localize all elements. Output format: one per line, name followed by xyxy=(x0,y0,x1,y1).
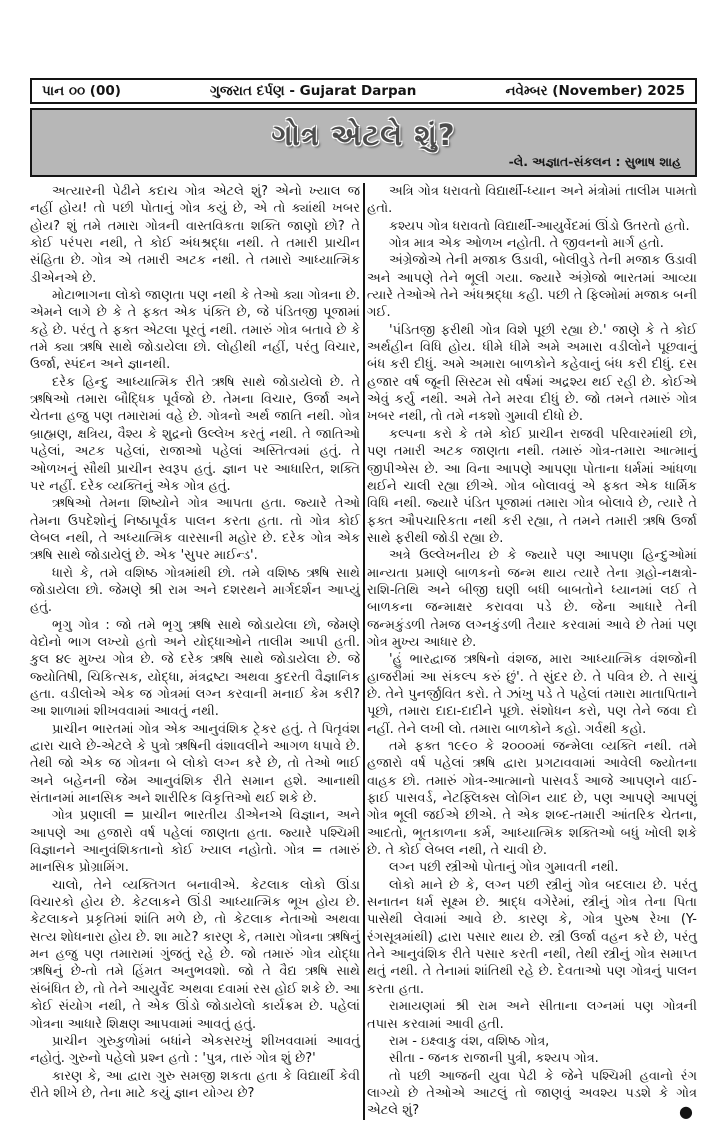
paragraph: દરેક હિન્દુ આધ્યાત્મિક રીતે ઋષિ સાથે જોડાયેલો છે. તે ઋષિઓ તમારા બૌદ્ધિક પૂર્વજો છે. તેમના વિચાર, ઉર્જા અને ચેતના હજુ પણ તમારામાં વહે છે. ગોત્રનો અર્થ જાતિ નથી. ગોત્ર બ્રાહ્મણ, ક્ષત્રિય, વૈશ્ય કે શુદ્રનો ઉલ્લેખ કરતું નથી. તે જાતિઓ પહેલાં, અટક પહેલાં, રાજાઓ પહેલાં અસ્તિત્વમાં હતું. તે ઓળખનું સૌથી પ્રાચીન સ્વરૂપ હતું. જ્ઞાન પર આધારિત, શક્તિ પર નહીં. દરેક વ્યક્તિનું એક ગોત્ર હતું. xyxy=(30,374,360,494)
paragraph: ગોત્ર પ્રણાલી = પ્રાચીન ભારતીય ડીએનએ વિજ્ઞાન, અને આપણે આ હજારો વર્ષ પહેલાં જાણતા હતા. જ્યારે પશ્ચિમી વિજ્ઞાનને આનુવંશિકતાનો કોઈ ખ્યાલ નહોતો. ગોત્ર = તમારું માનસિક પ્રોગ્રામિંગ. xyxy=(30,808,360,876)
issue-date: નવેમ્બર (November) 2025 xyxy=(505,83,685,99)
article-end-mark: ● xyxy=(679,1101,693,1121)
paragraph: ધારો કે, તમે વશિષ્ઠ ગોત્રમાંથી છો. તમે વશિષ્ઠ ઋષિ સાથે જોડાયેલા છો. જેમણે શ્રી રામ અને દશરથને માર્ગદર્શન આપ્યું હતું. xyxy=(30,565,360,616)
paragraph: રામ - ઇક્ષ્વાકુ વંશ, વશિષ્ઠ ગોત્ર, xyxy=(389,1033,550,1049)
paragraph: પ્રાચીન ભારતમાં ગોત્ર એક આનુવંશિક ટ્રેકર હતું. તે પિતૃવંશ દ્વારા ચાલે છે-એટલે કે પુત્રો ઋષિની વંશાવલીને આગળ ધપાવે છે. તેથી જો એક જ ગોત્રના બે લોકો લગ્ન કરે છે, તો તેઓ ભાઈ અને બહેનની જેમ આનુવંશિક રીતે સમાન હશે. આનાથી સંતાનમાં માનસિક અને શારીરિક વિકૃત્તિઓ થઈ શકે છે. xyxy=(30,721,360,807)
page-number-label: પાન ૦૦ (00) xyxy=(42,83,121,99)
paragraph: કારણ કે, આ દ્વારા ગુરુ સમજી શકતા હતા કે વિદ્યાર્થી કેવી રીતે શીખે છે, તેના માટે કયું જ્ઞાન યોગ્ય છે? xyxy=(30,1068,360,1101)
paragraph: અત્રિ ગોત્ર ધરાવતો વિદ્યાર્થી-ધ્યાન અને મંત્રોમાં તાલીમ પામતો હતો. xyxy=(367,184,697,217)
header-bar xyxy=(30,78,697,104)
paragraph: ભૃગુ ગોત્ર : જો તમે ભૃગુ ઋષિ સાથે જોડાયેલા છો, જેમણે વેદોનો ભાગ લખ્યો હતો અને યોદ્ધાઓને તાલીમ આપી હતી. કુલ ૪૯ મુખ્ય ગોત્ર છે. જે દરેક ઋષિ સાથે જોડાયેલા છે. જે જ્યોતિષી, ચિકિત્સક, યોદ્ધા, મંત્રદ્રષ્ટા અથવા કુદરતી વૈજ્ઞાનિક હતા. વડીલોએ એક જ ગોત્રમાં લગ્ન કરવાની મનાઈ કેમ કરી? આ શાળામાં શીખવવામાં આવતું નથી. xyxy=(30,617,360,720)
paragraph: તો પછી આજની યુવા પેઢી કે જેને પશ્ચિમી હવાનો રંગ લાગ્યો છે તેઓએ આટલું તો જાણવું અવશ્ય પડશે કે ગોત્ર એટલે શું? xyxy=(367,1068,697,1119)
paragraph: રામાયણમાં શ્રી રામ અને સીતાના લગ્નમાં પણ ગોત્રની તપાસ કરવામાં આવી હતી. xyxy=(367,999,697,1032)
right-column xyxy=(367,183,697,1120)
masthead: ગુજરાત દર્પણ - Gujarat Darpan xyxy=(210,83,417,99)
paragraph: લગ્ન પછી સ્ત્રીઓ પોતાનું ગોત્ર ગુમાવતી નથી. xyxy=(389,860,619,876)
paragraph: તમે ફક્ત ૧૯૯૦ કે ૨૦૦૦માં જન્મેલા વ્યક્તિ નથી. તમે હજારો વર્ષ પહેલાં ઋષિ દ્વારા પ્રગટાવવામાં આવેલી જ્યોતના વાહક છો. તમારું ગોત્ર-આત્માનો પાસવર્ડ આજે આપણને વાઈ-ફાઈ પાસવર્ડ, નેટફ્લિક્સ લોગિન યાદ છે, પણ આપણે આપણું ગોત્ર ભૂલી જઈએ છીએ. તે એક શબ્દ-તમારી આંતરિક ચેતના, આદતો, ભૂતકાળના કર્મ, આધ્યાત્મિક શક્તિઓ બધું ખોલી શકે છે. તે કોઈ લેબલ નથી, તે ચાવી છે. xyxy=(367,739,697,859)
paragraph: 'પંડિતજી ફરીથી ગોત્ર વિશે પૂછી રહ્યા છે.' જાણે કે તે કોઈ અર્થહીન વિધિ હોય. ધીમે ધીમે અમે અમારા વડીલોને પૂછવાનું બંધ કરી દીધું. અમે અમારા બાળકોને કહેવાનું બંધ કરી દીધું. દસ હજાર વર્ષ જૂની સિસ્ટમ સો વર્ષમાં અદ્રશ્ય થઈ રહી છે. કોઈએ એવું કર્યુ નથી. અમે તેને મરવા દીધું છે. જો તમને તમારું ગોત્ર ખબર નથી, તો તમે નકશો ગુમાવી દીધો છે. xyxy=(367,322,697,425)
paragraph: મોટાભાગના લોકો જાણતા પણ નથી કે તેઓ ક્યા ગોત્રના છે. એમને લાગે છે કે તે ફક્ત એક પંક્તિ છે, જે પંડિતજી પૂજામાં કહે છે. પરંતુ તે ફક્ત એટલા પૂરતું નથી. તમારું ગોત્ર બતાવે છે કે તમે ક્યા ઋષિ સાથે જોડાયેલા છો. લોહીથી નહીં, પરંતુ વિચાર, ઉર્જા, સ્પંદન અને જ્ઞાનથી. xyxy=(30,288,360,373)
paragraph: અત્રે ઉલ્લેખનીય છે કે જ્યારે પણ આપણા હિન્દુઓમાં માન્યતા પ્રમાણે બાળકનો જન્મ થાય ત્યારે તેના ગ્રહો-નક્ષત્રો-રાશિ-તિથિ અને બીજી ઘણી બધી બાબતોને ધ્યાનમાં લઈ તે બાળકના જન્માક્ષર કરાવવા પડે છે. જેના આધારે તેની જન્મકુંડળી તેમજ લગ્નકુંડળી તૈયાર કરવામાં આવે છે તેમાં પણ ગોત્ર મુખ્ય આધાર છે. xyxy=(367,548,697,650)
left-column xyxy=(30,183,360,1120)
paragraph: કશ્યપ ગોત્ર ધરાવતો વિદ્યાર્થી-આયુર્વેદમાં ઊંડો ઉતરતો હતો. xyxy=(389,218,690,234)
article-title-band xyxy=(30,108,697,177)
right-column-paragraphs xyxy=(367,183,697,1120)
paragraph: પ્રાચીન ગુરુકુળોમાં બધાંને એકસરખું શીખવવામાં આવતું નહોતું. ગુરુનો પહેલો પ્રશ્ન હતો : 'પુત્ર, તારું ગોત્ર શું છે?' xyxy=(30,1033,360,1067)
paragraph: 'હું ભારદ્વાજ ઋષિનો વંશજ, મારા આધ્યાત્મિક વંશજોની હાજરીમાં આ સંકલ્પ કરું છું'. તે સુંદર છે. તે પવિત્ર છે. તે સાચું છે. તેને પુનર્જીવિત કરો. તે ઝાંખુ પડે તે પહેલાં તમારા માતાપિતાને પૂછો, તમારા દાદા-દાદીને પૂછો. સંશોધન કરો, પણ તેને જવા દો નહીં. તેને લખી લો. તમારા બાળકોને કહો. ગર્વથી કહો. xyxy=(367,652,697,737)
paragraph: અત્યારની પેઢીને કદાચ ગોત્ર એટલે શું? એનો ખ્યાલ જ નહીં હોય! તો પછી પોતાનું ગોત્ર કયું છે, એ તો ક્યાંથી ખબર હોય? શું તમે તમારા ગોત્રની વાસ્તવિકતા શક્તિ જાણો છો? તે કોઈ પરંપરા નથી, તે કોઈ અંધશ્રદ્ધા નથી. તે તમારી પ્રાચીન સંહિતા છે. ગોત્ર એ તમારી અટક નથી. તે તમારો આધ્યાત્મિક ડીએનએ છે. xyxy=(30,184,360,286)
paragraph: ગોત્ર માત્ર એક ઓળખ નહોતી. તે જીવનનો માર્ગ હતો. xyxy=(389,236,664,252)
paragraph: અંગ્રેજોએ તેની મજાક ઉડાવી, બોલીવુડે તેની મજાક ઉડાવી અને આપણે તેને ભૂલી ગયા. જ્યારે અંગ્રેજો ભારતમાં આવ્યા ત્યારે તેઓએ તેને અંધશ્રદ્ધા કહી. પછી તે ફિલ્મોમાં મજાક બની ગઈ. xyxy=(367,253,697,321)
paragraph: ચાલો, તેને વ્યક્તિગત બનાવીએ. કેટલાક લોકો ઊંડા વિચારકો હોય છે. કેટલાકને ઊંડી આધ્યાત્મિક ભૂખ હોય છે. કેટલાકને પ્રકૃતિમાં શાંતિ મળે છે, તો કેટલાક નેતાઓ અથવા સત્ય શોધનારા હોય છે. શા માટે? કારણ કે, તમારા ગોત્રના ઋષિનું મન હજુ પણ તમારામાં ગુંજતું રહે છે. જો તમારું ગોત્ર યોદ્ધા ઋષિનું છે-તો તમે હિંમત અનુભવશો. જો તે વૈદ્ય ઋષિ સાથે સંબંધિત છે, તો તેને આયુર્વેદ અથવા દવામાં રસ હોઈ શકે છે. આ કોઈ સંયોગ નથી, તે એક ઊંડો જોડાયેલો કાર્યક્રમ છે. પહેલાં ગોત્રના આધારે શિક્ષણ આપવામાં આવતું હતું. xyxy=(30,877,360,1032)
paragraph: ઋષિઓ તેમના શિષ્યોને ગોત્ર આપતા હતા. જ્યારે તેઓ તેમના ઉપદેશોનું નિષ્ઠાપૂર્વક પાલન કરતા હતા. તો ગોત્ર કોઈ લેબલ નથી, તે અધ્યાત્મિક વારસાની મહોર છે. દરેક ગોત્ર એક ઋષિ સાથે જોડાયેલું છે. એક 'સુપર માઈન્ડ'. xyxy=(30,496,360,564)
article-title: ગોત્ર એટલે શું? xyxy=(271,118,456,152)
article-byline: -લે. અજ્ઞાત-સંકલન : સુભાષ શાહ xyxy=(508,154,681,169)
paragraph: સીતા - જનક રાજાની પુત્રી, કશ્યપ ગોત્ર. xyxy=(389,1051,599,1067)
column-divider-rule xyxy=(363,183,365,1120)
article-body xyxy=(30,183,697,1120)
paragraph: કલ્પના કરો કે તમે કોઈ પ્રાચીન રાજવી પરિવારમાંથી છો, પણ તમારી અટક જાણતા નથી. તમારું ગોત્ર-તમારા આત્માનું જીપીએસ છે. આ વિના આપણે આપણા પોતાના ધર્મમાં આંધળા થઈને ચાલી રહ્યા છીએ. ગોત્ર બોલાવવું એ ફક્ત એક ધાર્મિક વિધિ નથી. જ્યારે પંડિત પૂજામાં તમારા ગોત્ર બોલાવે છે, ત્યારે તે ફક્ત ઔપચારિકતા નથી કરી રહ્યા, તે તમને તમારી ઋષિ ઉર્જા સાથે ફરીથી જોડી રહ્યા છે. xyxy=(367,426,697,546)
newspaper-page xyxy=(30,78,697,1120)
paragraph: લોકો માને છે કે, લગ્ન પછી સ્ત્રીનું ગોત્ર બદલાય છે. પરંતુ સનાતન ધર્મ સૂક્ષ્મ છે. શ્રાદ્ધ વગેરેમાં, સ્ત્રીનું ગોત્ર તેના પિતા પાસેથી લેવામાં આવે છે. કારણ કે, ગોત્ર પુરુષ રેખા (Y-રંગસૂત્રમાંથી) દ્વારા પસાર થાય છે. સ્ત્રી ઉર્જા વહન કરે છે, પરંતુ તેને આનુવંશિક રીતે પસાર કરતી નથી, તેથી સ્ત્રીનું ગોત્ર સમાપ્ત થતું નથી. તે તેનામાં શાંતિથી રહે છે. દેવતાઓ પણ ગોત્રનું પાલન કરતા હતા. xyxy=(367,877,697,997)
